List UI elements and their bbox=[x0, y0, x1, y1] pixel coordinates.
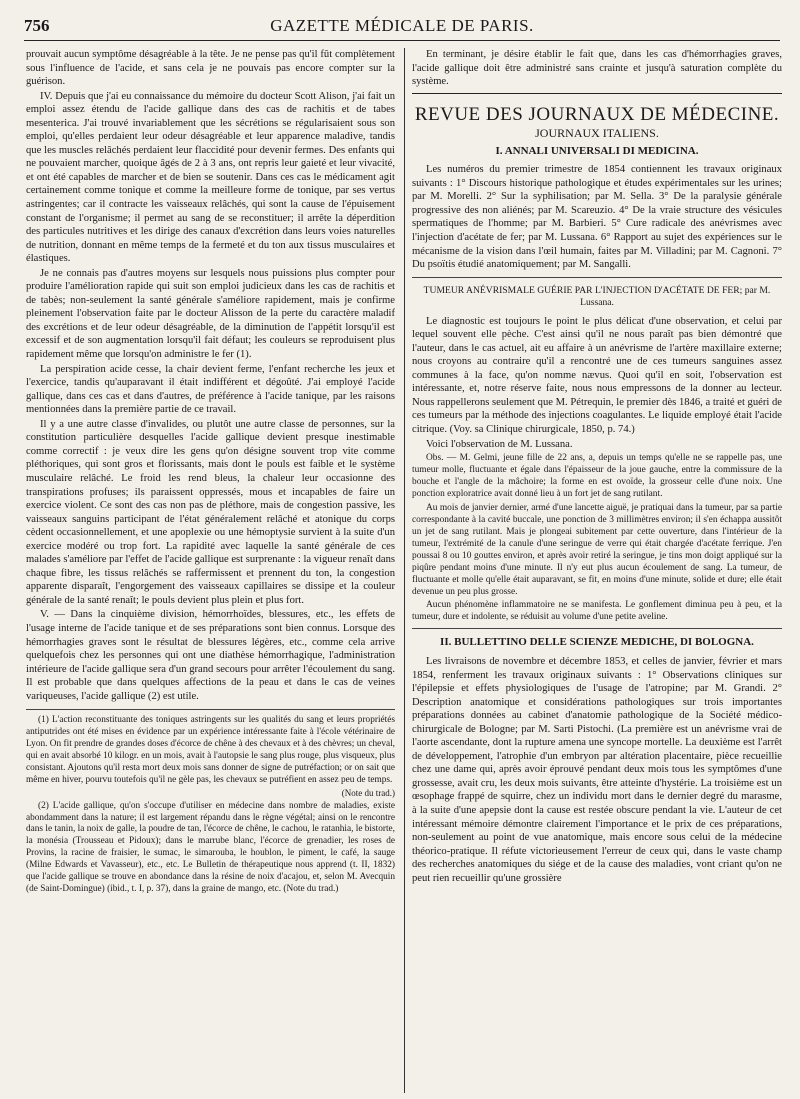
journal-heading-1: I. ANNALI UNIVERSALI DI MEDICINA. bbox=[495, 144, 699, 157]
article-title: TUMEUR ANÉVRISMALE GUÉRIE PAR L'INJECTION D'ACÉTATE DE FER; par M. Lussana. bbox=[423, 284, 771, 308]
article-rule bbox=[412, 277, 782, 278]
footnote-1: (1) L'action reconstituante des toniques astringents sur les qualités du sang et leurs propriétés antiputrides ont été mises en évidence par un expérience intéressante faite à l'école vétérinaire de Lyon. On fit prendre de grandes doses d'écorce de chêne à des chevaux et à des chèvres; un cheval, qui en avait absorbé 10 kilogr. en un mois, avait à l'autopsie le sang plus rouge, plus visqueux, plus consistant. Ajoutons qu'il resta mort deux mois sans donner de signe de putréfaction; or on sait que même en hiver, pourvu toutefois qu'il ne gèle pas, les chevaux se putréfient en assez peu de temps. bbox=[26, 715, 395, 785]
left-paragraph: Il y a une autre classe d'invalides, ou plutôt une autre classe de personnes, sur la constitution particulière desquelles l'acide gallique devient presque inestimable comme correctif : je veux dire les gens qu'on désigne souvent trop vite comme pléthoriques, qui sont gros et florissants, mais dont le pouls est faible et le système musculaire relâché. Le froid les rend bleus, la chaleur leur occasionne des transpirations profuses; ils paraissent oppressés, mous et incapables de faire un exercice violent. Ce sont des cas non pas de pléthore, mais de congestion passive, les vaisseaux sanguins participant de l'état généralement relâché et atonique du corps cèdent occasionnellement, et une apoplexie ou une hémoptysie survient à la suite d'un exercice modéré ou trop fort. La rapidité avec laquelle la santé générale de ces malades s'améliore par l'effet de l'acide gallique est surprenante : la vigueur renaît dans chaque fibre, les tissus relâchés se raffermissent et prennent du ton, la congestion apparente disparaît, l'engorgement des vaisseaux capillaires se dissipe et la couleur générale de la santé renaît; le pouls devient plus plein et plus fort. bbox=[26, 418, 395, 606]
right-paragraph: Voici l'observation de M. Lussana. bbox=[426, 438, 573, 450]
left-paragraph: La perspiration acide cesse, la chair devient ferme, l'enfant recherche les jeux et l'exercice, tandis qu'auparavant il était indifférent et dégoûté. J'ai employé l'acide gallique, dans ces cas et dans d'autres, de préférence à l'acide tanique, par les raisons mentionnées dans la première partie de ce travail. bbox=[26, 363, 395, 416]
section-subtitle: JOURNAUX ITALIENS. bbox=[535, 126, 659, 141]
article-rule bbox=[412, 628, 782, 629]
page-number: 756 bbox=[24, 16, 50, 35]
observation-paragraph: Obs. — M. Gelmi, jeune fille de 22 ans, a, depuis un temps qu'elle ne se rappelle pas, une tumeur molle, fluctuante et égale dans l'épaisseur de la joue gauche, entre la commissure de la bouche et l'angle de la mâchoire; la forme en est ovoïde, la grosseur celle d'une noix. Une ponction exploratrice avait donné lieu à un fort jet de sang rutilant. bbox=[412, 453, 782, 500]
footnote-2: (2) L'acide gallique, qu'on s'occupe d'utiliser en médecine dans nombre de maladies, existe abondamment dans la nature; il est largement répandu dans le règne végétal; ainsi on le rencontre dans le tanin, la noix de galle, la poudre de tan, l'écorce de chêne, le cachou, le ratanhia, le bistorte, la monésia (Trousseau et Pidoux); dans le marrube blanc, l'écorce de grenadier, les roses de Provins, la racine de fraisier, le sumac, le simarouba, le houblon, le piment, le café, la sauge (Milne Edwards et Vavasseur), etc., etc. Le Bulletin de thérapeutique nous apprend (t. II, 1832) que l'acide gallique se trouve en abondance dans la résine de noix d'acajou, et, selon M. Avecquin (de Saint-Domingue) (ibid., t. I, p. 37), dans la graine de mango, etc. (Note du trad.) bbox=[26, 800, 395, 894]
observation-paragraph: Aucun phénomène inflammatoire ne se manifesta. Le gonflement diminua peu à peu, et la tumeur, dure et indolente, se réduisit au volume d'une petite aveline. bbox=[412, 600, 782, 623]
right-paragraph: Les numéros du premier trimestre de 1854 contiennent les travaux originaux suivants : 1° Discours historique pathologique et études expérimentales sur les urines; par M. Morelli. 2° Sur la syphilisation; par M. Sella. 3° De la paralysie générale progressive des non aliénés; par M. Scareuzio. 4° De la vraie structure des vésicules spermatiques de l'homme; par M. Barbieri. 5° Cure radicale des anévrismes avec l'injection d'acétate de fer; par M. Lussana. 6° Rapport au sujet des expériences sur le mécanisme de la vision dans l'œil humain, faites par M. Villadini; par M. Cagnoni. 7° Du psoïtis étudié anatomiquement; par M. Sangalli. bbox=[412, 164, 782, 271]
left-paragraph: Je ne connais pas d'autres moyens sur lesquels nous puissions plus compter pour produire l'amélioration rapide qui suit son emploi judicieux dans les cas de rachitis et de tabès; non-seulement la santé générale s'améliore rapidement, mais je confirme pleinement l'observation faite par le docteur Alisson de la perte du caractère maladif des excrétions et de leur odeur désagréable, de la diminution de l'appétit lorsqu'il est excessif et de son augmentation lorsqu'il fait défaut; les couleurs se reproduisent plus rapidement même que lorsqu'on administre le fer (1). bbox=[26, 267, 395, 361]
right-paragraph: Le diagnostic est toujours le point le plus délicat d'une observation, et celui par lequel souvent elle pèche. C'est ainsi qu'il ne nous paraît pas bien démontré que l'auteur, dans le cas actuel, ait eu affaire à un anévrisme de l'artère maxillaire externe; nous croyons au contraire qu'il a rencontré une de ces tumeurs sanguines assez communes à la face, qu'on nomme nævus. Quoi qu'il en soit, l'observation est intéressante, et, notre réserve faite, nous nous empressons de la donner au lecteur. Nous rappellerons seulement que M. Pétrequin, le premier dès 1846, a traité et guéri de ces tumeurs par la méthode des injections coagulantes. Le liquide employé était l'acide citrique. (Voy. sa Clinique chirurgicale, 1850, p. 74.) bbox=[412, 315, 782, 436]
journal-heading-2: II. BULLETTINO DELLE SCIENZE MEDICHE, DI BOLOGNA. bbox=[440, 636, 754, 649]
page-header bbox=[24, 14, 780, 41]
right-column bbox=[412, 48, 782, 1093]
left-column bbox=[26, 48, 395, 1093]
observation bbox=[412, 452, 782, 623]
right-paragraph: En terminant, je désire établir le fait que, dans les cas d'hémorrhagies graves, l'acide gallique doit être administré sans crainte et jusqu'à saturation complète du système. bbox=[412, 49, 782, 88]
left-paragraph: prouvait aucun symptôme désagréable à la tête. Je ne pense pas qu'il fût complètement sous l'influence de l'acide, et sans cela je ne pouvais pas encore compter sur la guérison. bbox=[26, 49, 395, 88]
left-paragraph: IV. Depuis que j'ai eu connaissance du mémoire du docteur Scott Alison, j'ai fait un emploi assez étendu de l'acide gallique dans des cas de rachitis et de tabes mesenterica. J'ai trouvé invariablement que les sécrétions se régularisaient sous son emploi, qu'elles perdaient leur odeur désagréable et leur apparence maladive, tandis que les muscles relâchés perdaient leur flaccidité pour devenir fermes. Des enfants qui ne pouvaient marcher, quoique âgés de 2 à 3 ans, ont repris leur gaieté et leur vivacité, et ont été capables de marcher et de bien se soutenir. Dans ces cas le médicament agit certainement comme tonique et comme la meilleure forme de tonique, par ses vertus astringentes; car il contracte les vaisseaux relâchés, qui sont la cause de l'épuisement constant de l'organisme; il permet au sang de se reconstituer; il arrête la déperdition des particules nutritives et les dirige des canaux d'excrétion dans leurs voies naturelles de nutrition, donnant en même temps de la fermeté et du ton aux tissus musculaires et élastiques. bbox=[26, 90, 395, 265]
section-title: REVUE DES JOURNAUX DE MÉDECINE. bbox=[414, 103, 780, 125]
observation-paragraph: Au mois de janvier dernier, armé d'une lancette aiguë, je pratiquai dans la tumeur, par sa partie correspondante à la cavité buccale, une ponction de 3 millimètres environ; il s'en échappa aussitôt un jet de sang rutilant. Mais je plongeai subitement par cette ouverture, dans l'intérieur de la tumeur, l'extrémité de la canule d'une seringue de verre qui était chargée d'acétate ferrique. J'en poussai 8 ou 10 gouttes environ, et après avoir retiré la seringue, je tins mon doigt appliqué sur la piqûre pendant moins d'une minute. Il n'y eut plus aucun écoulement de sang. La tumeur, de fluctuante et molle qu'elle était auparavant, se fit, en moins d'une minute, solide et dure; elle était devenue un peu plus grosse. bbox=[412, 502, 782, 598]
column-divider bbox=[404, 48, 405, 1093]
journal-title: GAZETTE MÉDICALE DE PARIS. bbox=[270, 16, 534, 35]
right-paragraph: Les livraisons de novembre et décembre 1853, et celles de janvier, février et mars 1854, renferment les travaux originaux suivants : 1° Observations cliniques sur l'épilepsie et effets physiologiques de l'usage de l'atropine; par M. Grandi. 2° Description anatomique et considérations pathologiques sur trois importantes préparations données au cabinet d'anatomie pathologique de la Société médico-chirurgicale de Bologne; par M. Sarti Pistochi. (La première est un anévrisme vrai de l'aorte ascendante, dont la rupture amena une syncope mortelle. La deuxième est l'arrêt de développement, l'atrophie d'un embryon par altération placentaire, pièce recueillie chez une dame qui, après avoir éprouvé pendant deux mois tous les symptômes d'une grossesse, avait cru, les deux mois suivants, être atteinte d'hystérie. La troisième est un œsophage frappé de squirre, chez un individu mort dans le dernier degré du marasme, à la suite d'une apepsie dont la cause est restée obscure pendant la vie. L'auteur de cet intéressant mémoire démontre clairement l'importance et le prix de ces préparations, non-seulement au point de vue anatomique, mais encore sous celui de la médecine théorico-pratique. Il réfute victorieusement l'erreur de ceux qui, dans le vaste champ des recherches anatomiques du siége et de la cause des maladies, vont criant qu'on ne peut rien recueillir qu'une grossière bbox=[412, 655, 782, 884]
footnote-1-tag: (Note du trad.) bbox=[341, 787, 395, 798]
section-rule bbox=[412, 93, 782, 94]
left-paragraph: V. — Dans la cinquième division, hémorrhoïdes, blessures, etc., les effets de l'usage interne de l'acide tanique et de ses préparations sont bien connus. Lorsque des hémorrhagies graves sont le résultat de blessures légères, etc., comme cela arrive quelquefois chez les personnes qui ont une diathèse hémorrhagique, l'administration intérieure de l'acide gallique sera d'un grand secours pour arrêter l'écoulement du sang. Il est probable que dans quelques affections de la peau et dans le cas de veines variqueuses, l'acide gallique (2) est utile. bbox=[26, 609, 395, 702]
footnotes bbox=[26, 709, 395, 896]
